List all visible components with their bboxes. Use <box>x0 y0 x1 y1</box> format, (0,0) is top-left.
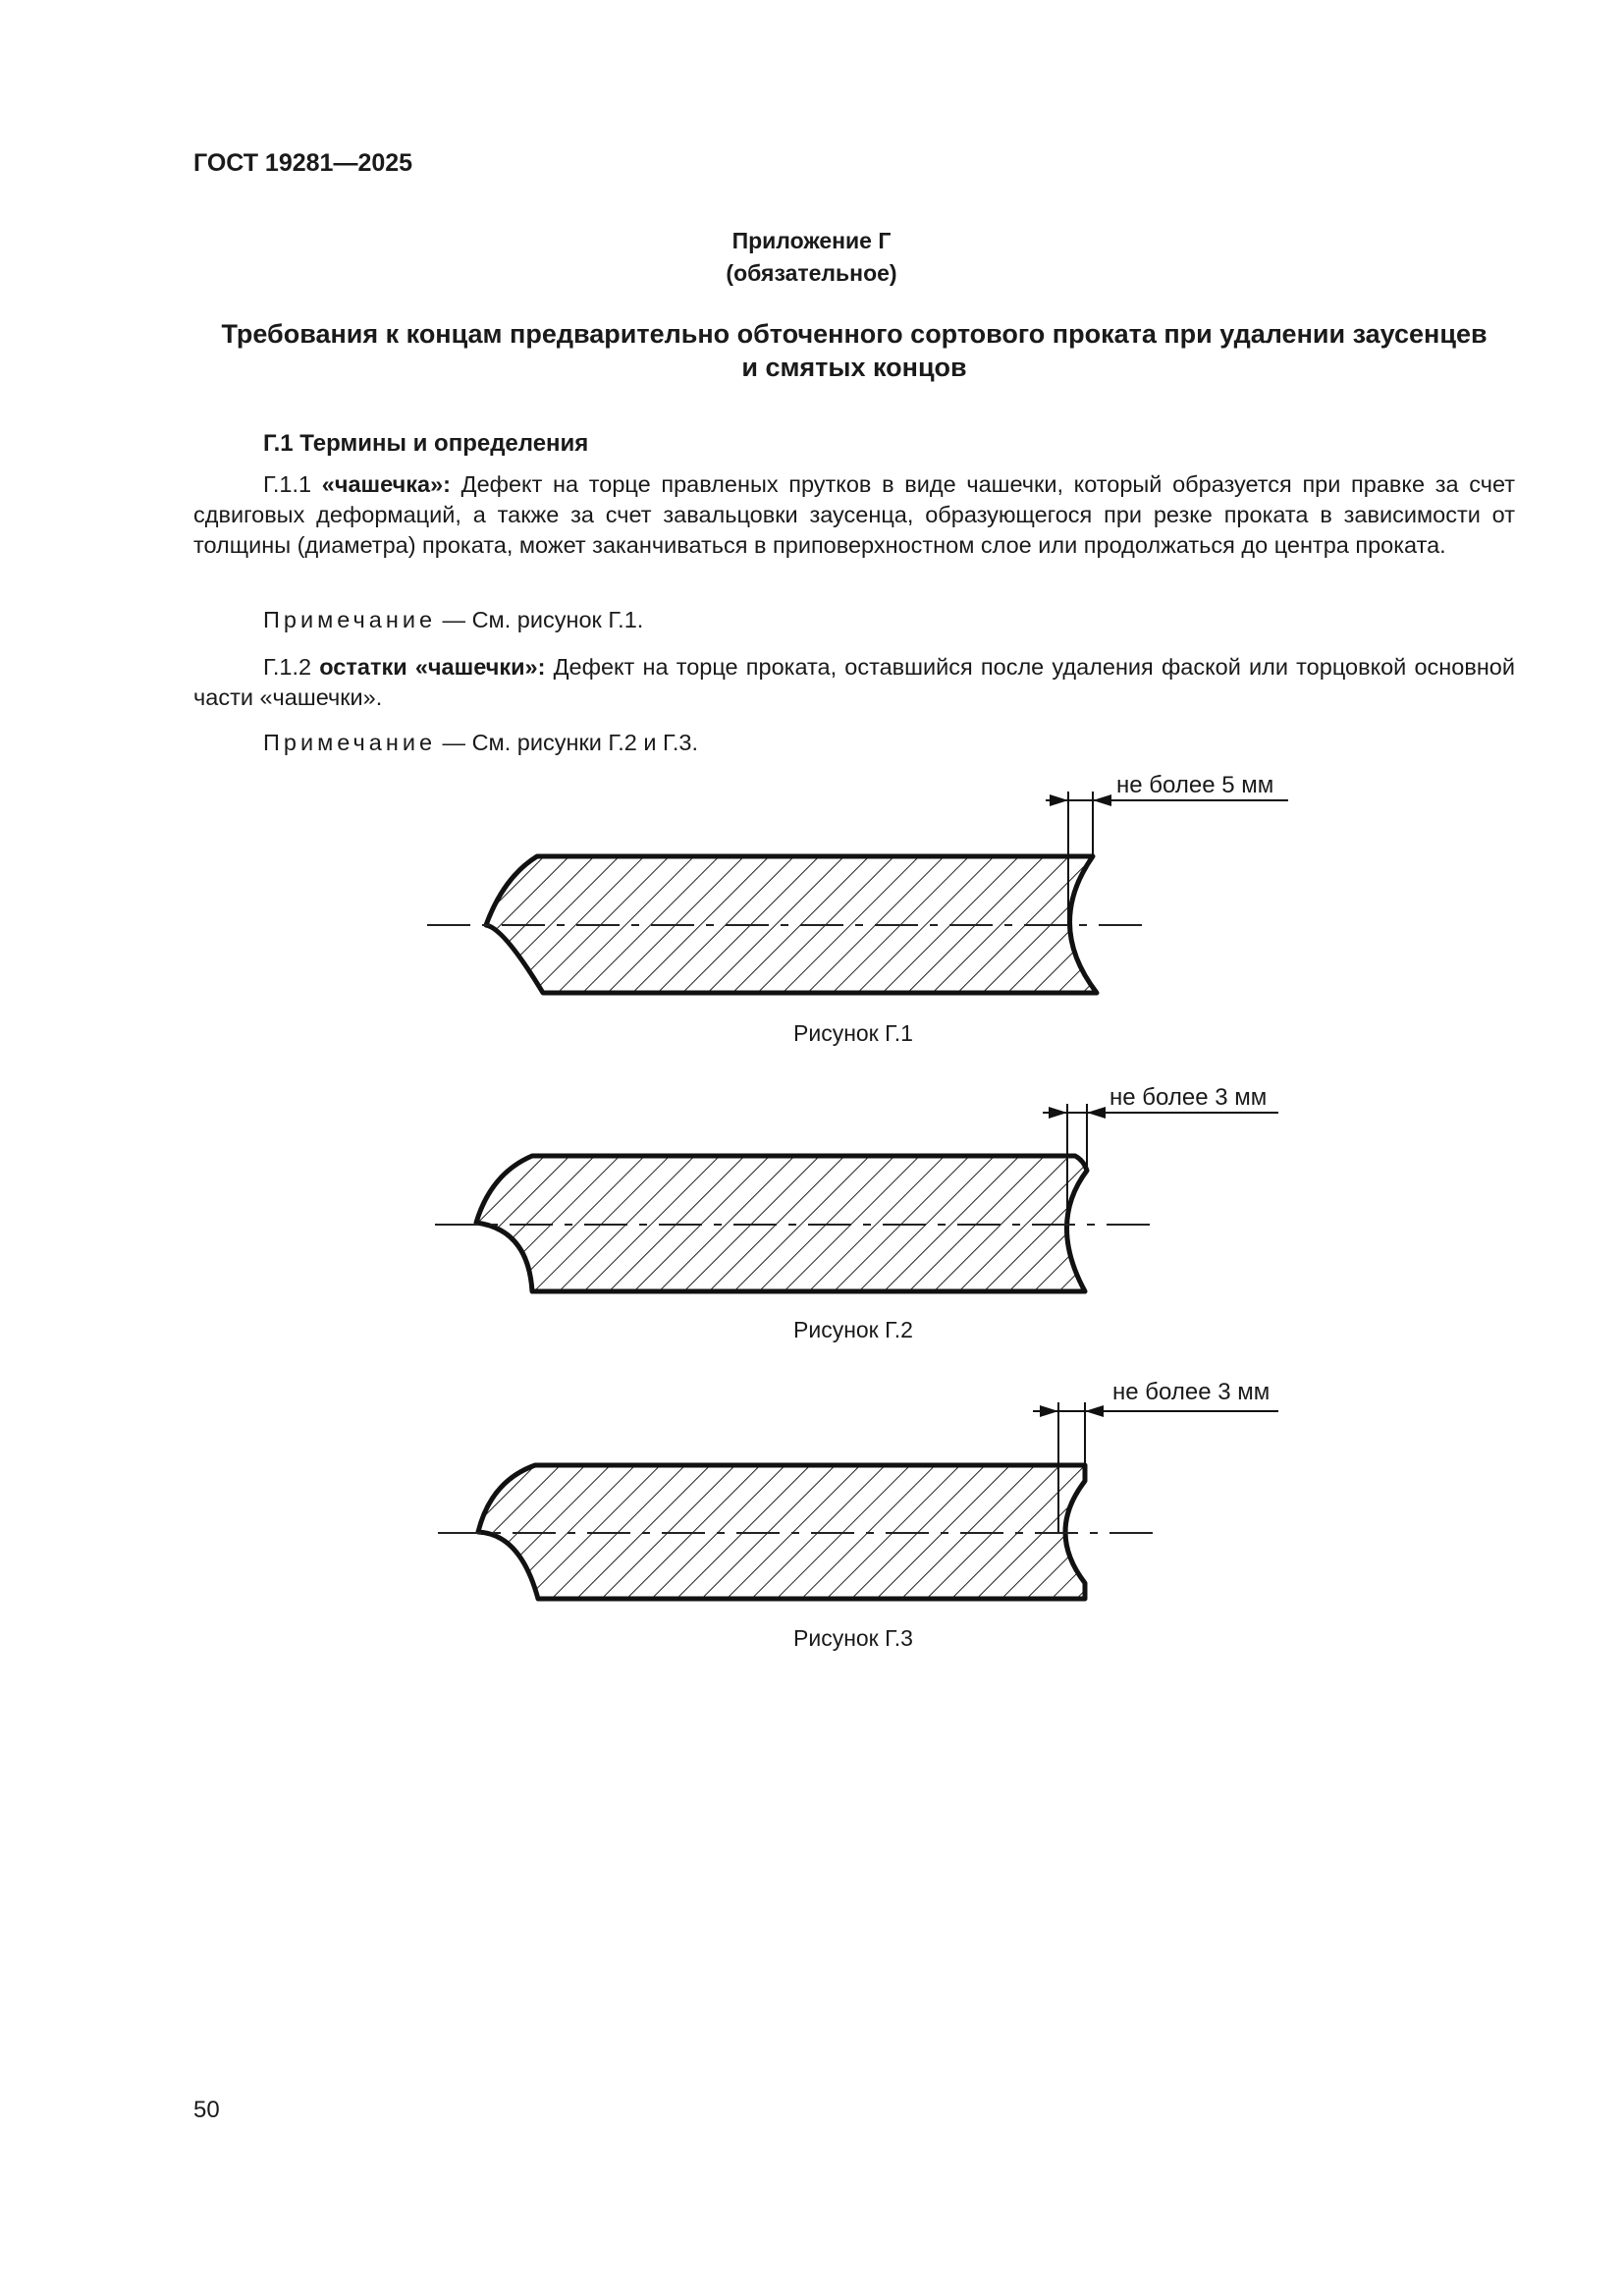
term-text: Дефект на торце правленых прутков в виде чашечки, который образуется при правке за счет сдвиговых деформаций, а также за счет завальцовки заусенца, образующегося при резке проката в зависимости от толщины (диаметра) проката, может заканчиваться в приповерхностном слое или продолжаться до центра проката. <box>193 471 1515 558</box>
figure-3-drawing <box>0 1375 1623 1630</box>
figure-2-dimension-label: не более 3 мм <box>1109 1084 1268 1111</box>
figure-1-caption: Рисунок Г.1 <box>793 1020 913 1046</box>
arrow-right <box>1085 1405 1104 1417</box>
appendix-title <box>147 317 1561 384</box>
arrow-left <box>1049 1107 1067 1119</box>
figure-3-dimension-label: не более 3 мм <box>1112 1379 1271 1405</box>
arrow-left <box>1050 794 1068 806</box>
term-definition-2 <box>193 652 1515 713</box>
appendix-title-line-2: и смятых концов <box>741 353 967 382</box>
figure-3-caption: Рисунок Г.3 <box>793 1625 913 1651</box>
term-text: Дефект на торце проката, оставшийся после удаления фаской или торцовкой основной части «чашечки». <box>193 654 1516 710</box>
note-label: Примечание <box>263 607 437 632</box>
page-number: 50 <box>193 2097 220 2123</box>
note-text: — См. рисунки Г.2 и Г.3. <box>436 730 699 755</box>
figure-2-caption: Рисунок Г.2 <box>793 1317 913 1342</box>
note-text: — См. рисунок Г.1. <box>436 607 644 632</box>
term-number: Г.1.2 <box>263 654 312 680</box>
term-definition-1 <box>193 469 1515 561</box>
term-number: Г.1.1 <box>263 471 312 497</box>
section-heading: Г.1 Термины и определения <box>263 430 589 457</box>
figure-1-dimension-label: не более 5 мм <box>1116 772 1274 798</box>
figure-2-drawing <box>0 1080 1623 1326</box>
term-note-1 <box>263 607 643 633</box>
appendix-status: (обязательное) <box>726 260 897 286</box>
figure-1-drawing <box>0 766 1623 1021</box>
document-header: ГОСТ 19281—2025 <box>193 149 413 177</box>
arrow-left <box>1040 1405 1058 1417</box>
appendix-name: Приложение Г <box>731 228 892 253</box>
note-label: Примечание <box>263 730 437 755</box>
term-name: «чашечка»: <box>321 471 451 497</box>
term-note-2 <box>263 730 698 756</box>
arrow-right <box>1093 794 1111 806</box>
term-name: остатки «чашечки»: <box>319 654 546 680</box>
arrow-right <box>1087 1107 1106 1119</box>
appendix-title-line-1: Требования к концам предварительно обточенного сортового проката при удалении заусенцев <box>221 319 1488 349</box>
